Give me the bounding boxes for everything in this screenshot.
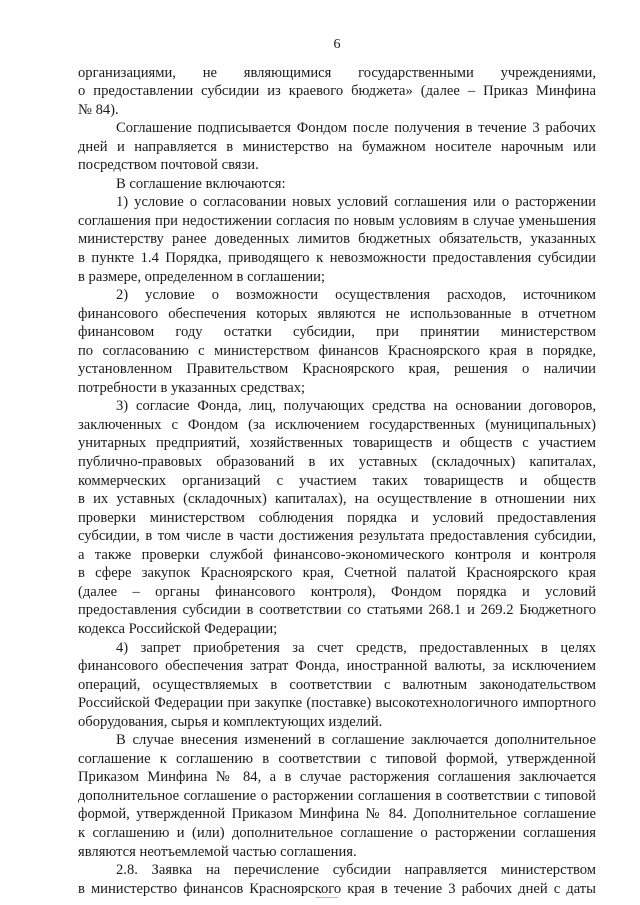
- text-line: финансового обеспечения затрат Фонда, иностранной валюты, за исключением: [78, 658, 596, 675]
- text-line: Российской Федерации при закупке (поставке) высокотехнологичного импортного: [78, 695, 596, 712]
- text-line: субсидии, в том числе в части достижения результата предоставления субсидии,: [78, 528, 596, 545]
- text-line: по согласованию с министерством финансов Красноярского края в порядке,: [78, 342, 596, 359]
- scan-artifacts: [0, 895, 640, 901]
- text-line: финансового обеспечения которых являются не использованные в отчетном: [78, 305, 596, 322]
- text-line: оборудования, сырья и комплектующих изделий.: [78, 713, 383, 730]
- text-line: в министерство финансов Красноярского края в течение 3 рабочих дней с даты: [78, 880, 596, 897]
- text-line: операций, осуществляемых в соответствии с валютным законодательством: [78, 676, 596, 693]
- text-line: коммерческих организаций с участием таких товариществ и обществ: [78, 472, 596, 489]
- text-line: 2) условие о возможности осуществления расходов, источником: [116, 287, 596, 304]
- text-line: формой, утвержденной Приказом Минфина № 84. Дополнительное соглашение: [78, 806, 596, 823]
- document-page: [78, 36, 596, 898]
- text-line: являются неотъемлемой частью соглашения.: [78, 843, 357, 860]
- text-line: Приказом Минфина № 84, а в случае расторжения соглашения заключается: [78, 769, 596, 786]
- text-line: а также проверки службой финансово-экономического контроля и контроля: [78, 546, 596, 563]
- text-line: дополнительное соглашение о расторжении соглашения в соответствии с типовой: [78, 787, 596, 804]
- text-line: заключенных с Фондом (за исключением государственных (муниципальных): [78, 416, 596, 433]
- text-line: министерству ранее доведенных лимитов бюджетных обязательств, указанных: [78, 231, 596, 248]
- text-line: 2.8. Заявка на перечисление субсидии направляется министерством: [116, 862, 596, 879]
- text-line: предоставления субсидии в соответствии со статьями 268.1 и 269.2 Бюджетного: [78, 602, 596, 619]
- text-line: Соглашение подписывается Фондом после получения в течение 3 рабочих: [116, 120, 596, 137]
- text-line: дней и направляется в министерство на бумажном носителе нарочным или: [78, 138, 596, 155]
- text-line: о предоставлении субсидии из краевого бюджета» (далее – Приказ Минфина: [78, 83, 596, 100]
- text-line: унитарных предприятий, хозяйственных товариществ и обществ с участием: [78, 435, 596, 452]
- text-line: финансовом году остатки субсидии, при принятии министерством: [78, 324, 596, 341]
- text-line: в сфере закупок Красноярского края, Счетной палатой Красноярского края: [78, 565, 596, 582]
- text-line: (далее – органы финансового контроля), Фондом порядка и условий: [78, 583, 596, 600]
- text-line: соглашение к соглашению в соответствии с типовой формой, утвержденной: [78, 750, 596, 767]
- document-body: [78, 64, 596, 899]
- text-line: № 84).: [78, 101, 119, 118]
- text-line: в их уставных (складочных) капиталах), на осуществление в отношении них: [78, 491, 596, 508]
- text-line: в пункте 1.4 Порядка, приводящего к невозможности предоставления субсидии: [78, 250, 596, 267]
- text-line: проверки министерством соблюдения порядка и условий предоставления: [78, 509, 596, 526]
- text-line: 3) согласие Фонда, лиц, получающих средства на основании договоров,: [116, 398, 596, 415]
- text-line: 1) условие о согласовании новых условий соглашения или о расторжении: [116, 194, 596, 211]
- text-line: посредством почтовой связи.: [78, 157, 259, 174]
- page-number: 6: [333, 37, 341, 52]
- text-line: В случае внесения изменений в соглашение заключается дополнительное: [116, 732, 596, 749]
- text-line: соглашения при недостижении согласия по новым условиям в случае уменьшения: [78, 212, 596, 229]
- text-line: установленном Правительством Красноярского края, решения о наличии: [78, 361, 596, 378]
- text-line: организациями, не являющимися государственными учреждениями,: [78, 64, 596, 81]
- text-line: потребности в указанных средствах;: [78, 379, 306, 396]
- text-line: в размере, определенном в соглашении;: [78, 268, 326, 285]
- text-line: публично-правовых образований в их уставных (складочных) капиталах,: [78, 454, 596, 471]
- text-line: кодекса Российской Федерации;: [78, 620, 278, 637]
- text-line: к соглашению и (или) дополнительное соглашение о расторжении соглашения: [78, 824, 596, 841]
- text-line: 4) запрет приобретения за счет средств, предоставленных в целях: [116, 639, 596, 656]
- text-line: В соглашение включаются:: [116, 175, 286, 192]
